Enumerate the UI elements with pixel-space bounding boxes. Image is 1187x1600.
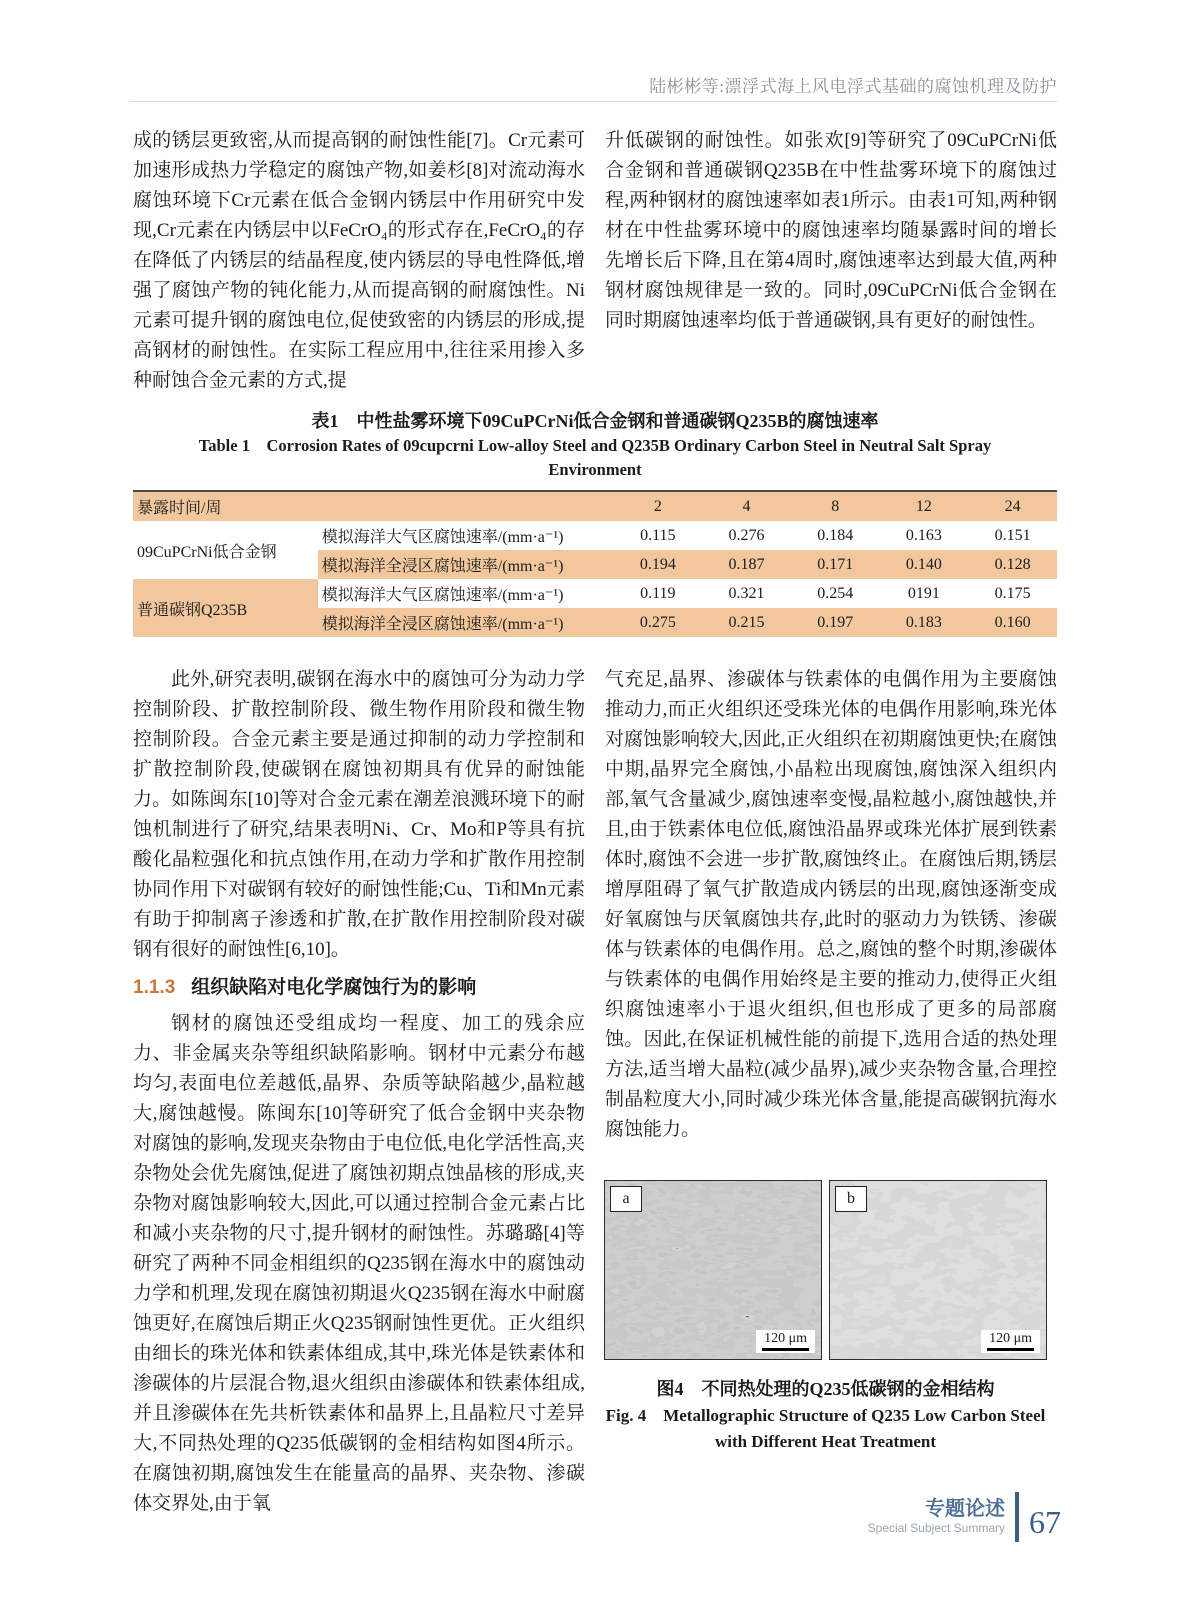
paragraph-left-top: 成的锈层更致密,从而提高钢的耐蚀性能[7]。Cr元素可加速形成热力学稳定的腐蚀产物,如姜杉[8]对流动海水腐蚀环境下Cr元素在低合金钢内锈层中作用研究中发现,Cr元素在内锈层中以FeCrO₄的形式存在,FeCrO₄的存在降低了内锈层的结晶程度,使内锈层的导电性降低,增强了腐蚀产物的钝化能力,从而提高钢的耐腐蚀性。Ni元素可提升钢的腐蚀电位,促使致密的内锈层的形成,提高钢材的耐蚀性。在实际工程应用中,往往采用掺入多种耐蚀合金元素的方式,提: [133, 130, 585, 391]
paragraph-right-mid: 气充足,晶界、渗碳体与铁素体的电偶作用为主要腐蚀推动力,而正火组织还受珠光体的电偶作用影响,珠光体对腐蚀影响较大,因此,正火组织在初期腐蚀更快;在腐蚀中期,晶界完全腐蚀,小晶粒出现腐蚀,腐蚀深入组织内部,氧气含量减少,腐蚀速率变慢,晶粒越小,腐蚀越快,并且,由于铁素体电位低,腐蚀沿晶界或珠光体扩展到铁素体时,腐蚀不会进一步扩散,腐蚀终止。在腐蚀后期,锈层增厚阻碍了氧气扩散造成内锈层的出现,腐蚀逐渐变成好氧腐蚀与厌氧腐蚀共存,此时的驱动力为铁锈、渗碳体与铁素体的电偶作用。总之,腐蚀的整个时期,渗碳体与铁素体的电偶作用始终是主要的推动力,使得正火组织腐蚀速率小于退火组织,但也形成了更多的局部腐蚀。因此,在保证机械性能的前提下,选用合适的热处理方法,适当增大晶粒(减少晶界),减少夹杂物含量,合理控制晶粒度大小,同时减少珠光体含量,能提高碳钢抗海水腐蚀能力。: [605, 669, 1057, 1140]
figure-caption-en-line2: with Different Heat Treatment: [714, 1432, 937, 1451]
scale-bar-a: 120 μm: [756, 1330, 815, 1353]
value-cell: 0.194: [613, 550, 702, 579]
running-head: 陆彬彬等:漂浮式海上风电浮式基础的腐蚀机理及防护: [649, 77, 1057, 96]
value-cell: 0.215: [702, 608, 791, 637]
value-cell: 0191: [880, 579, 969, 608]
row-label-cell: 模拟海洋全浸区腐蚀速率/(mm·a⁻¹): [318, 550, 614, 579]
figure-caption-zh: 图4 不同热处理的Q235低碳钢的金相结构: [656, 1379, 995, 1399]
right-column-bottom: [605, 665, 1057, 1519]
figure-caption: [605, 1375, 1046, 1455]
paragraph-right-top: 升低碳钢的耐蚀性。如张欢[9]等研究了09CuPCrNi低合金钢和普通碳钢Q235B在中性盐雾环境下的腐蚀过程,两种钢材的腐蚀速率如表1所示。由表1可知,两种钢材在中性盐雾环境中的腐蚀速率均随暴露时间的增长先增长后下降,且在第4周时,腐蚀速率达到最大值,两种钢材腐蚀规律是一致的。同时,09CuPCrNi低合金钢在同时期腐蚀速率均低于普通碳钢,具有更好的耐蚀性。: [605, 130, 1057, 331]
page-number: 67: [1029, 1503, 1061, 1540]
page-footer: [868, 1492, 1061, 1542]
value-cell: 0.128: [968, 550, 1057, 579]
value-cell: 0.276: [702, 521, 791, 550]
value-cell: 0.163: [880, 521, 969, 550]
value-cell: 0.151: [968, 521, 1057, 550]
table-header-exposure: 暴露时间/周: [137, 500, 222, 517]
value-cell: 0.115: [613, 521, 702, 550]
figure-caption-en-line1: Fig. 4 Metallographic Structure of Q235 Low Carbon Steel: [605, 1406, 1046, 1425]
table-row: [133, 579, 1057, 608]
paragraph-left-bottom: 钢材的腐蚀还受组成均一程度、加工的残余应力、非金属夹杂等组织缺陷影响。钢材中元素分布越均匀,表面电位差越低,晶界、杂质等缺陷越少,晶粒越大,腐蚀越慢。陈闽东[10]等研究了低合金钢中夹杂物对腐蚀的影响,发现夹杂物由于电位低,电化学活性高,夹杂物处会优先腐蚀,促进了腐蚀初期点蚀晶核的形成,夹杂物对腐蚀影响较大,因此,可以通过控制合金元素占比和减小夹杂物的尺寸,提升钢材的耐蚀性。苏璐璐[4]等研究了两种不同金相组织的Q235钢在海水中的腐蚀动力学和机理,发现在腐蚀初期退火Q235钢在海水中耐腐蚀更好,在腐蚀后期正火Q235钢耐蚀性更优。正火组织由细长的珠光体和铁素体组成,其中,珠光体是铁素体和渗碳体的片层混合物,退火组织由渗碳体和铁素体组成,并且渗碳体在先共析铁素体和晶界上,且晶粒尺寸差异大,不同热处理的Q235低碳钢的金相结构如图4所示。在腐蚀初期,腐蚀发生在能量高的晶界、夹杂物、渗碳体交界处,由于氧: [133, 1013, 585, 1514]
scale-bar-b: 120 μm: [981, 1330, 1040, 1353]
value-cell: 0.254: [791, 579, 880, 608]
micrograph-row: [605, 1181, 1057, 1359]
week-header-cell: 12: [915, 497, 932, 515]
value-cell: 0.140: [880, 550, 969, 579]
value-cell: 0.119: [613, 579, 702, 608]
table-title-zh: 表1 中性盐雾环境下09CuPCrNi低合金钢和普通碳钢Q235B的腐蚀速率: [311, 411, 879, 431]
micrograph-b: [830, 1181, 1046, 1359]
week-header-cell: 2: [653, 497, 662, 515]
value-cell: 0.197: [791, 608, 880, 637]
week-header-cell: 4: [742, 497, 751, 515]
group-name-cell: 09CuPCrNi低合金钢: [133, 521, 318, 579]
value-cell: 0.183: [880, 608, 969, 637]
header-divider: [130, 101, 1057, 102]
bottom-text-row: [133, 665, 1057, 1519]
section-number: 1.1.3: [133, 977, 176, 998]
footer-divider: [1015, 1492, 1019, 1542]
value-cell: 0.160: [968, 608, 1057, 637]
row-label-cell: 模拟海洋大气区腐蚀速率/(mm·a⁻¹): [318, 579, 614, 608]
table-header-row: [133, 491, 1057, 521]
left-column-bottom: [133, 665, 585, 1519]
top-text-row: [133, 126, 1057, 396]
value-cell: 0.171: [791, 550, 880, 579]
corrosion-rate-table: [133, 490, 1057, 637]
section-heading-113: [133, 973, 585, 1003]
section-title: 组织缺陷对电化学腐蚀行为的影响: [191, 977, 477, 998]
value-cell: 0.321: [702, 579, 791, 608]
right-column-top: [605, 126, 1057, 396]
page-content: [133, 126, 1057, 1519]
table-title-en-line1: Table 1 Corrosion Rates of 09cupcrni Low-alloy Steel and Q235B Ordinary Carbon Steel in Neutral Salt Spray: [198, 436, 992, 455]
value-cell: 0.187: [702, 550, 791, 579]
row-label-cell: 模拟海洋全浸区腐蚀速率/(mm·a⁻¹): [318, 608, 614, 637]
table-row: [133, 521, 1057, 550]
week-header-cell: 24: [1004, 497, 1021, 515]
row-label-cell: 模拟海洋大气区腐蚀速率/(mm·a⁻¹): [318, 521, 614, 550]
table-1-block: [133, 408, 1057, 637]
group-name-cell: 普通碳钢Q235B: [133, 579, 318, 637]
footer-section-en: Special Subject Summary: [867, 1521, 1005, 1535]
micrograph-a: [605, 1181, 821, 1359]
pane-label-b: b: [835, 1186, 867, 1212]
footer-section-zh: 专题论述: [925, 1498, 1005, 1520]
value-cell: 0.175: [968, 579, 1057, 608]
figure-4: [605, 1181, 1057, 1455]
value-cell: 0.184: [791, 521, 880, 550]
pane-label-a: a: [610, 1186, 642, 1212]
paragraph-left-mid: 此外,研究表明,碳钢在海水中的腐蚀可分为动力学控制阶段、扩散控制阶段、微生物作用阶段和微生物控制阶段。合金元素主要是通过抑制的动力学控制和扩散控制阶段,使碳钢在腐蚀初期具有优异的耐蚀能力。如陈闽东[10]等对合金元素在潮差浪溅环境下的耐蚀机制进行了研究,结果表明Ni、Cr、Mo和P等具有抗酸化晶粒强化和抗点蚀作用,在动力学和扩散作用控制协同作用下对碳钢有较好的耐蚀性能;Cu、Ti和Mn元素有助于抑制离子渗透和扩散,在扩散作用控制阶段对碳钢有很好的耐蚀性[6,10]。: [133, 669, 585, 960]
footer-section: [868, 1498, 1005, 1536]
left-column-top: [133, 126, 585, 396]
table-title-en-line2: Environment: [548, 460, 642, 479]
value-cell: 0.275: [613, 608, 702, 637]
week-header-cell: 8: [831, 497, 840, 515]
